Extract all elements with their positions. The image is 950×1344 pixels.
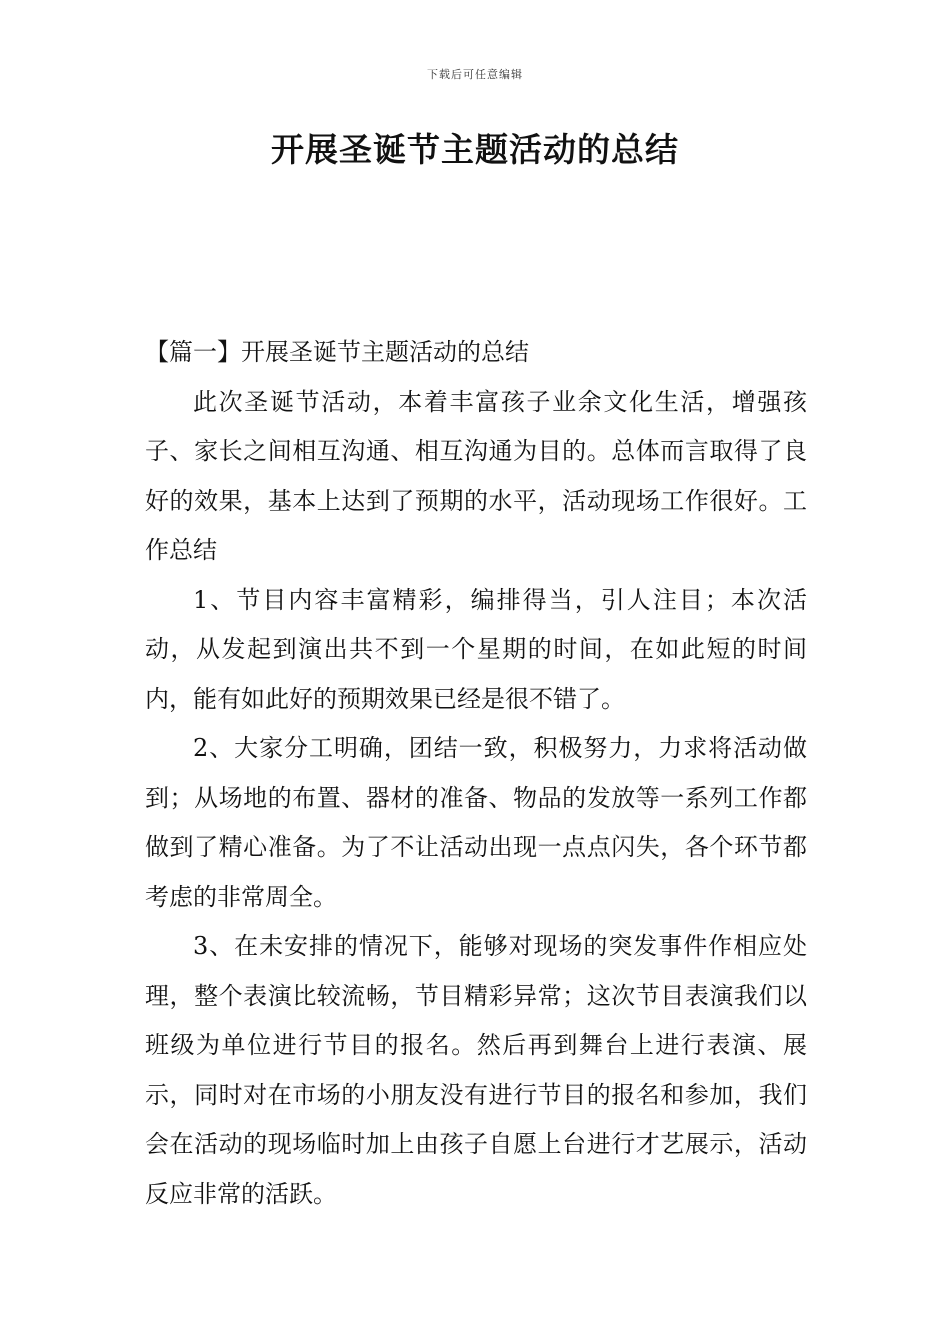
paragraph-point-3: 3、在未安排的情况下，能够对现场的突发事件作相应处理，整个表演比较流畅，节目精彩异常；这次节目表演我们以班级为单位进行节目的报名。然后再到舞台上进行表演、展示，同时对在市场的小朋友没有进行节目的报名和参加，我们会在活动的现场临时加上由孩子自愿上台进行才艺展示，活动反应非常的活跃。 xyxy=(145,932,807,1208)
section-heading: 【篇一】开展圣诞节主题活动的总结 xyxy=(145,338,529,366)
document-title: 开展圣诞节主题活动的总结 xyxy=(271,130,679,169)
paragraph-intro: 此次圣诞节活动，本着丰富孩子业余文化生活，增强孩子、家长之间相互沟通、相互沟通为目的。总体而言取得了良好的效果，基本上达到了预期的水平，活动现场工作很好。工作总结 xyxy=(145,387,807,564)
paragraph-point-1: 1、节目内容丰富精彩，编排得当，引人注目；本次活动，从发起到演出共不到一个星期的时间，在如此短的时间内，能有如此好的预期效果已经是很不错了。 xyxy=(145,585,807,713)
document-body xyxy=(145,328,807,1219)
header-note: 下载后可任意编辑 xyxy=(427,68,523,81)
paragraph-point-2: 2、大家分工明确，团结一致，积极努力，力求将活动做到；从场地的布置、器材的准备、物品的发放等一系列工作都做到了精心准备。为了不让活动出现一点点闪失，各个环节都考虑的非常周全。 xyxy=(145,734,807,911)
